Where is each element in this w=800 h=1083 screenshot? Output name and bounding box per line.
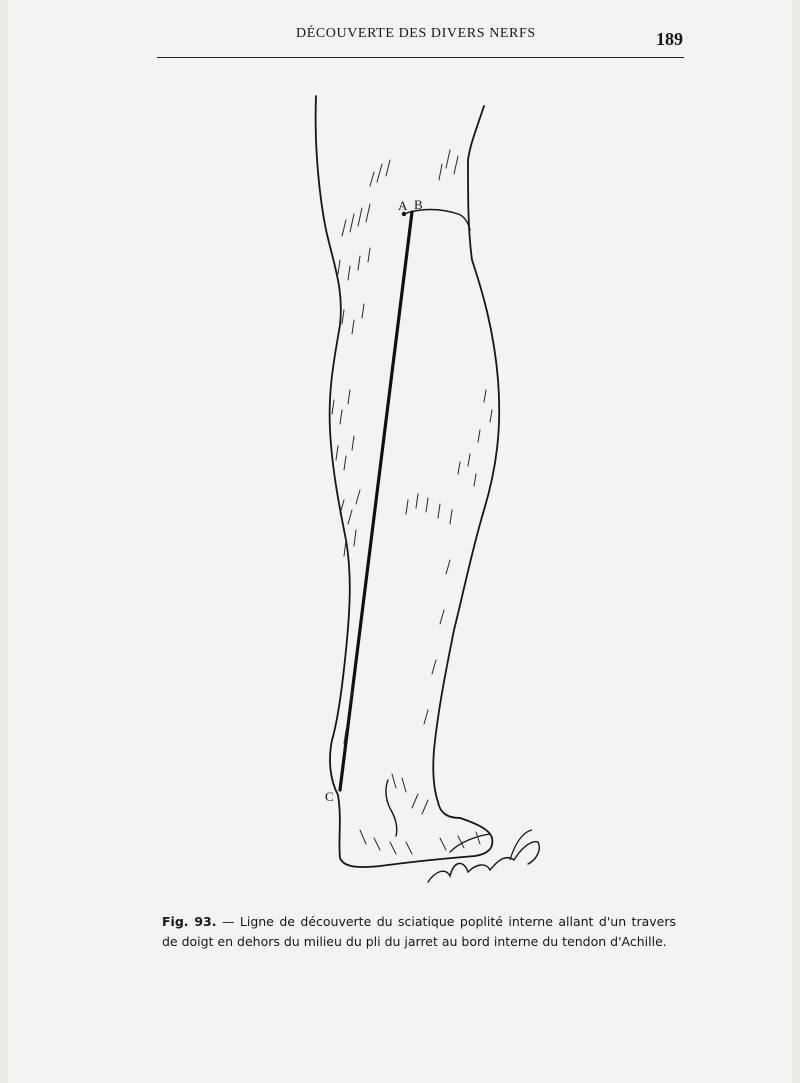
knee-crease [404,210,470,231]
leg-drawing [300,90,560,900]
caption-text: — Ligne de découverte du sciatique poplité interne allant d'un travers de doigt en dehors du milieu du pli du jarret au bord interne du tendon d'Achille. [162,914,677,949]
label-c: C [325,789,334,804]
running-header-title: DÉCOUVERTE DES DIVERS NERFS [296,26,536,41]
header-rule [157,57,684,58]
page-number: 189 [656,29,683,49]
label-b: B [414,197,423,212]
label-a: A [398,198,408,213]
leg-illustration [300,90,560,900]
toe-line [450,834,490,852]
figure-number: Fig. 93. [162,914,217,929]
figure-caption [162,912,676,952]
leg-outline-right [433,106,499,818]
heel-line [386,780,397,836]
incision-line [340,212,412,790]
artist-signature [428,830,539,882]
